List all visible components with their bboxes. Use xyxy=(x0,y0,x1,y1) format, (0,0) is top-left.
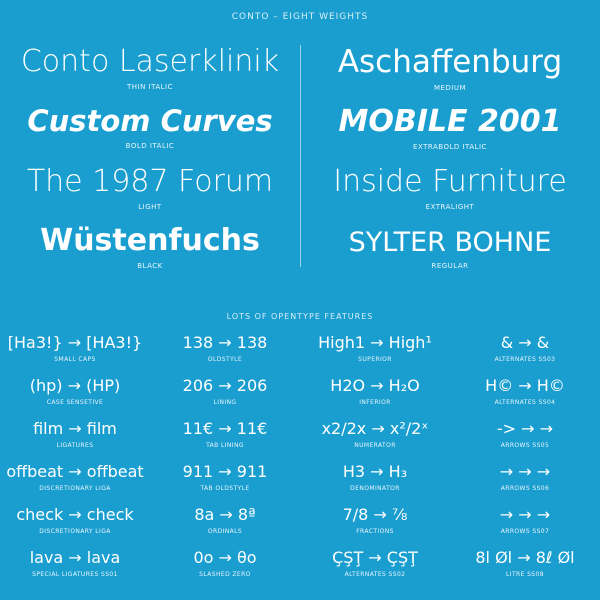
weight-sample-light xyxy=(0,164,300,211)
feature-caption: TAB OLDSTYLE xyxy=(200,485,250,492)
feature-sample: → → → xyxy=(499,505,551,524)
feature-sample: ÇŞŢ → ÇŞŢ xyxy=(332,548,418,567)
feature-sample: 206 → 206 xyxy=(182,376,268,395)
feature-caption: SPECIAL LIGATURES SS01 xyxy=(32,571,118,578)
page-header: CONTO – EIGHT WEIGHTS xyxy=(231,12,369,22)
feature-sample: H2O → H₂O xyxy=(330,376,420,395)
feature-item xyxy=(300,464,450,492)
feature-sample: 8a → 8ª xyxy=(194,505,256,524)
feature-caption: TAB LINING xyxy=(206,442,244,449)
feature-caption: ALTERNATES SS04 xyxy=(494,399,556,406)
feature-item xyxy=(0,378,150,406)
weight-sample-text: The 1987 Forum xyxy=(26,164,274,199)
weight-caption: BOLD ITALIC xyxy=(125,142,175,150)
feature-item xyxy=(300,421,450,449)
feature-sample: 911 → 911 xyxy=(182,462,268,481)
feature-sample: offbeat → offbeat xyxy=(6,462,144,481)
weight-caption: EXTRALIGHT xyxy=(425,203,475,211)
weight-sample-regular xyxy=(300,229,600,270)
feature-item xyxy=(150,335,300,363)
weight-sample-text: MOBILE 2001 xyxy=(338,104,562,139)
feature-caption: ALTERNATES SS02 xyxy=(344,571,406,578)
weight-caption: EXTRABOLD ITALIC xyxy=(413,143,487,151)
feature-item xyxy=(450,378,600,406)
feature-sample: 8l Øl → 8ℓ Øl xyxy=(475,548,575,567)
feature-caption: LIGATURES xyxy=(56,442,94,449)
feature-caption: SUPERIOR xyxy=(358,356,392,363)
feature-item xyxy=(300,507,450,535)
feature-sample: film → film xyxy=(33,419,117,438)
feature-caption: ARROWS SS06 xyxy=(500,485,550,492)
feature-caption: DENOMINATOR xyxy=(350,485,400,492)
feature-item xyxy=(150,464,300,492)
feature-item xyxy=(150,550,300,578)
feature-caption: SLASHED ZERO xyxy=(199,571,251,578)
feature-item xyxy=(450,421,600,449)
feature-sample: H3 → H₃ xyxy=(342,462,408,481)
feature-sample: 7/8 → ⅞ xyxy=(342,505,408,524)
feature-sample: 0o → θo xyxy=(193,548,257,567)
feature-caption: DISCRETIONARY LIGA xyxy=(39,485,111,492)
feature-caption: ARROWS SS07 xyxy=(500,528,550,535)
feature-item xyxy=(450,464,600,492)
weight-sample-extrabold-italic xyxy=(300,104,600,151)
weight-caption: LIGHT xyxy=(138,203,162,211)
weight-caption: MEDIUM xyxy=(433,84,467,92)
weight-caption: REGULAR xyxy=(431,262,469,270)
feature-item xyxy=(150,507,300,535)
feature-item xyxy=(450,550,600,578)
feature-sample: H© → H© xyxy=(485,376,565,395)
feature-item xyxy=(150,421,300,449)
feature-sample: check → check xyxy=(16,505,134,524)
feature-item xyxy=(0,464,150,492)
feature-sample: (hp) → (HP) xyxy=(29,376,121,395)
feature-caption: DISCRETIONARY LIGA xyxy=(39,528,111,535)
weight-sample-bold-italic xyxy=(0,104,300,150)
feature-caption: ARROWS SS05 xyxy=(500,442,550,449)
feature-sample: & → & xyxy=(500,333,550,352)
feature-item xyxy=(450,507,600,535)
weight-sample-text: Wüstenfuchs xyxy=(40,223,260,258)
feature-caption: SMALL CAPS xyxy=(54,356,96,363)
feature-item xyxy=(0,550,150,578)
feature-caption: INFERIOR xyxy=(359,399,391,406)
weight-sample-text: Conto Laserklinik xyxy=(20,44,280,79)
weight-sample-thin-italic xyxy=(0,44,300,91)
feature-caption: LITRE SS08 xyxy=(506,571,544,578)
feature-sample: -> → → xyxy=(496,419,554,438)
weight-sample-text: Custom Curves xyxy=(27,104,273,138)
feature-item xyxy=(300,378,450,406)
feature-item xyxy=(150,378,300,406)
weight-sample-black xyxy=(0,223,300,270)
feature-caption: LINING xyxy=(213,399,237,406)
features-section-title: LOTS OF OPENTYPE FEATURES xyxy=(226,312,374,321)
feature-caption: CASE SENSETIVE xyxy=(46,399,104,406)
weight-caption: BLACK xyxy=(137,262,163,270)
feature-sample: 138 → 138 xyxy=(182,333,268,352)
feature-sample: [Ha3!} → [HA3!} xyxy=(7,333,143,352)
weight-sample-medium xyxy=(300,44,600,92)
feature-sample: x2/2x → x²/2ˣ xyxy=(321,419,429,438)
feature-item xyxy=(0,421,150,449)
feature-item xyxy=(300,335,450,363)
weight-sample-text: Inside Furniture xyxy=(333,164,567,199)
feature-caption: NUMERATOR xyxy=(354,442,396,449)
feature-sample: lava → lava xyxy=(29,548,121,567)
weight-sample-text: SYLTER BOHNE xyxy=(348,227,552,258)
weight-sample-text: Aschaffenburg xyxy=(337,44,563,80)
weight-caption: THIN ITALIC xyxy=(126,83,173,91)
feature-sample: 11€ → 11€ xyxy=(182,419,268,438)
feature-sample: High1 → High¹ xyxy=(318,333,432,352)
feature-sample: → → → xyxy=(499,462,551,481)
feature-item xyxy=(300,550,450,578)
weight-sample-extralight xyxy=(300,164,600,211)
feature-caption: OLDSTYLE xyxy=(207,356,243,363)
feature-item xyxy=(0,507,150,535)
feature-caption: ORDINALS xyxy=(207,528,243,535)
feature-item xyxy=(0,335,150,363)
feature-caption: ALTERNATES SS03 xyxy=(494,356,556,363)
feature-item xyxy=(450,335,600,363)
feature-caption: FRACTIONS xyxy=(356,528,394,535)
